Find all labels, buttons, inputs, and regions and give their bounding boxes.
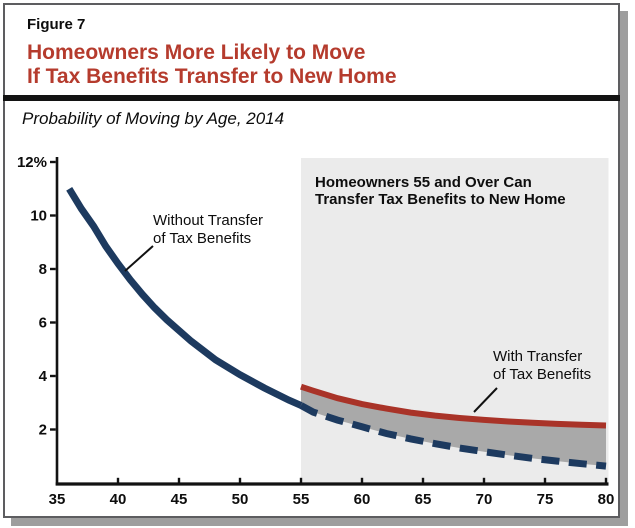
x-tick-label: 55 bbox=[292, 491, 310, 508]
x-tick-label: 45 bbox=[170, 491, 188, 508]
highlight-region-label-line1: Homeowners 55 and Over Can bbox=[315, 174, 532, 191]
x-tick-label: 60 bbox=[353, 491, 371, 508]
figure-title-line2: If Tax Benefits Transfer to New Home bbox=[27, 65, 397, 88]
x-tick-label: 35 bbox=[48, 491, 66, 508]
highlight-region-label bbox=[315, 174, 566, 208]
x-tick-label: 50 bbox=[231, 491, 249, 508]
x-tick-label: 40 bbox=[109, 491, 127, 508]
y-tick-label: 2 bbox=[38, 421, 47, 439]
y-tick-label: 4 bbox=[38, 368, 47, 386]
with-transfer-label-line1: With Transfer bbox=[493, 348, 583, 365]
without-transfer-label-line1: Without Transfer bbox=[153, 212, 264, 229]
y-tick-label: 6 bbox=[38, 314, 47, 332]
with-transfer-label bbox=[493, 348, 591, 384]
x-tick-label: 75 bbox=[536, 491, 554, 508]
callout-line-without-transfer bbox=[125, 246, 153, 271]
x-tick-label: 70 bbox=[475, 491, 493, 508]
highlight-region-label-line2: Transfer Tax Benefits to New Home bbox=[315, 191, 566, 208]
y-tick-label: 12% bbox=[16, 154, 47, 172]
without-transfer-label bbox=[153, 212, 263, 248]
y-tick-label: 10 bbox=[30, 207, 47, 225]
x-tick-label: 80 bbox=[597, 491, 615, 508]
chart-subtitle: Probability of Moving by Age, 2014 bbox=[22, 109, 285, 128]
with-transfer-label-line2: of Tax Benefits bbox=[493, 366, 592, 383]
figure-number: Figure 7 bbox=[27, 16, 86, 33]
x-tick-label: 65 bbox=[414, 491, 432, 508]
figure-title-line1: Homeowners More Likely to Move bbox=[27, 41, 366, 64]
y-tick-label: 8 bbox=[38, 261, 47, 279]
without-transfer-label-line2: of Tax Benefits bbox=[153, 230, 252, 247]
